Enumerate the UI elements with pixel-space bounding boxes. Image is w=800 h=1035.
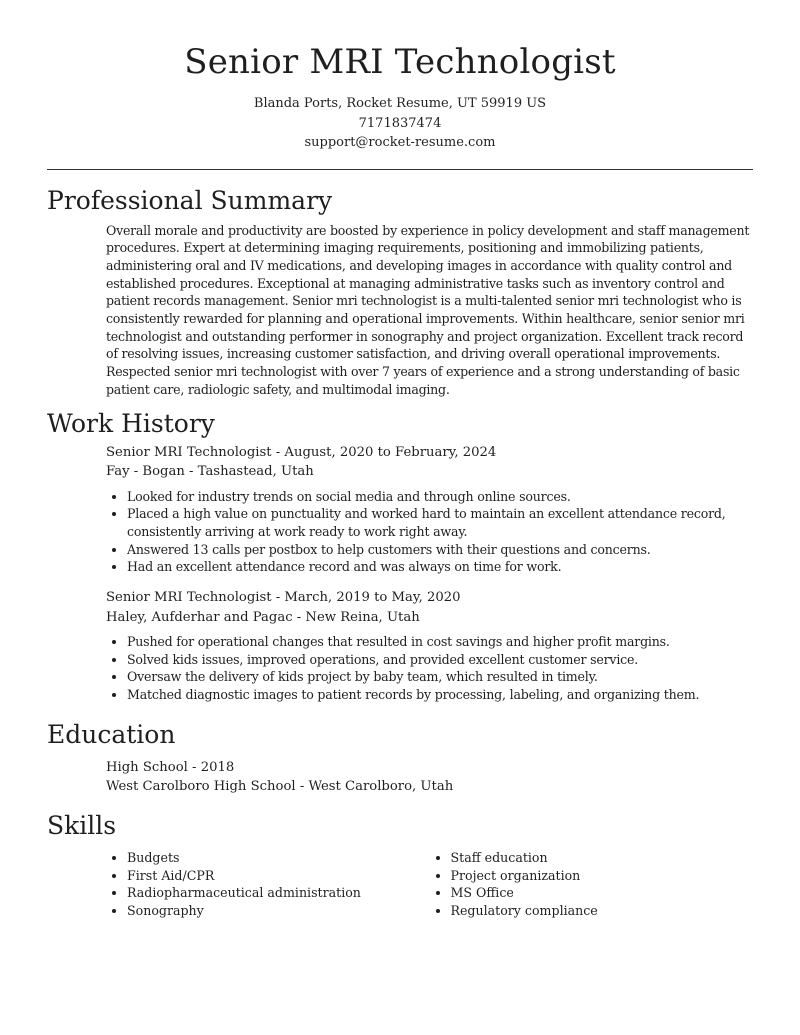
candidate-title: Senior MRI Technologist [184, 42, 616, 82]
job-company-line: Fay - Bogan - Tashastead, Utah [106, 464, 314, 480]
job-bullet: • Matched diagnostic images to patient records by processing, labeling, and organizing them. [127, 686, 753, 704]
skill-item: • First Aid/CPR [127, 867, 430, 885]
job-bullet: • Pushed for operational changes that resulted in cost savings and higher profit margins. [127, 633, 753, 651]
job-bullet: • Placed a high value on punctuality and worked hard to maintain an excellent attendance record, consistently arriving at work ready to work right away. [127, 505, 753, 540]
job-company-line: Haley, Aufderhar and Pagac - New Reina, Utah [106, 609, 420, 625]
job-bullet: • Solved kids issues, improved operations, and provided excellent customer service. [127, 651, 753, 669]
education-school-line: West Carolboro High School - West Carolboro, Utah [106, 779, 454, 795]
skills-section [47, 807, 753, 920]
resume-page [47, 40, 753, 920]
skill-item: • MS Office [451, 884, 754, 902]
job-bullet-list [106, 633, 753, 704]
job-role-line: Senior MRI Technologist - August, 2020 to February, 2024 [106, 444, 497, 460]
job-bullet: • Had an excellent attendance record and was always on time for work. [127, 558, 753, 576]
education-section [47, 716, 753, 797]
header-divider [47, 169, 753, 170]
skill-item: • Radiopharmaceutical administration [127, 884, 430, 902]
job-bullet: • Answered 13 calls per postbox to help customers with their questions and concerns. [127, 541, 753, 559]
skills-column-left [106, 849, 430, 920]
address-line: Blanda Ports, Rocket Resume, UT 59919 US [253, 96, 547, 111]
education-entry [47, 758, 753, 797]
phone-line: 7171837474 [358, 115, 442, 131]
skill-item: • Project organization [451, 867, 754, 885]
job-entry [47, 588, 753, 704]
skill-item: • Budgets [127, 849, 430, 867]
work-history-section [47, 405, 753, 704]
email-line: support@rocket-resume.com [304, 135, 496, 150]
work-history-heading: Work History [47, 408, 215, 438]
summary-section [47, 182, 753, 399]
job-role-line: Senior MRI Technologist - March, 2019 to May, 2020 [106, 590, 461, 606]
job-bullet: • Oversaw the delivery of kids project by baby team, which resulted in timely. [127, 668, 753, 686]
job-bullet-list [106, 488, 753, 577]
skills-heading: Skills [47, 810, 117, 840]
skill-item: • Sonography [127, 902, 430, 920]
skill-item: • Regulatory compliance [451, 902, 754, 920]
resume-header [47, 40, 753, 153]
summary-heading: Professional Summary [47, 185, 333, 215]
education-heading: Education [47, 719, 176, 749]
skills-column-right [430, 849, 754, 920]
skill-item: • Staff education [451, 849, 754, 867]
summary-text: Overall morale and productivity are boosted by experience in policy development and staff management procedures. Expert at determining imaging requirements, positioning and immobilizing patients, administering oral and IV medications, and developing images in accordance with quality control and established procedures. Exceptional at managing administrative tasks such as inventory control and patient records management. Senior mri technologist is a multi-talented senior mri technologist who is consistently rewarded for planning and operational improvements. Within healthcare, senior senior mri technologist and outstanding performer in sonography and project organization. Excellent track record of resolving issues, increasing customer satisfaction, and driving overall operational improvements. Respected senior mri technologist with over 7 years of experience and a strong understanding of basic patient care, radiologic safety, and multimodal imaging. [106, 222, 750, 397]
job-bullet: • Looked for industry trends on social media and through online sources. [127, 488, 753, 506]
job-entry [47, 443, 753, 577]
skills-grid [47, 849, 753, 920]
education-degree-line: High School - 2018 [106, 759, 235, 775]
